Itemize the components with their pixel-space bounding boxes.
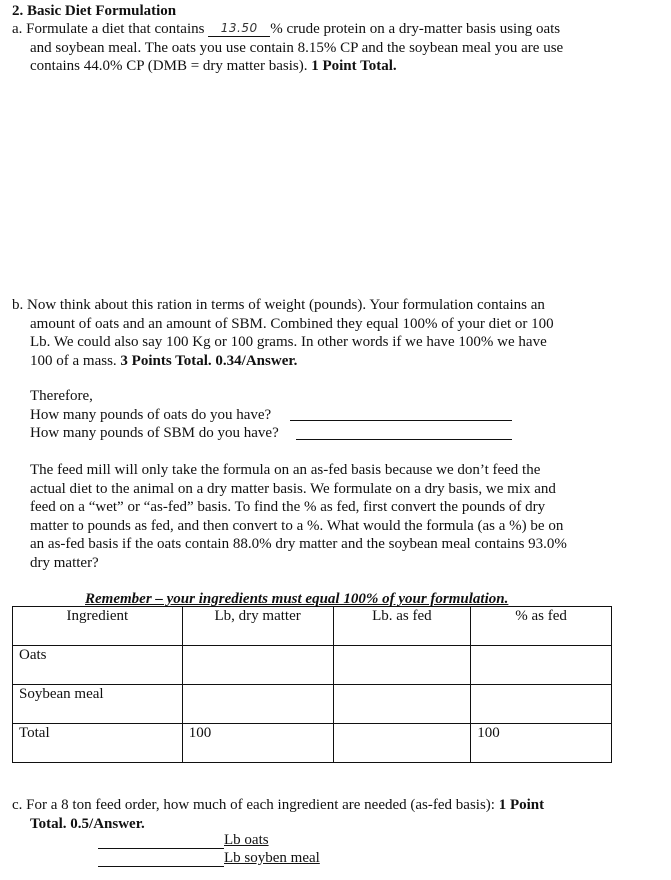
table-cell[interactable] [471, 646, 612, 685]
answer-line-sbm[interactable] [296, 439, 512, 440]
table-cell: Soybean meal [13, 685, 183, 724]
answer-line-oats[interactable] [290, 420, 512, 421]
table-cell[interactable] [333, 685, 471, 724]
handwritten-cp-value: 13.50 [220, 21, 258, 35]
header-ingredient: Ingredient [13, 607, 183, 646]
table-cell[interactable] [333, 724, 471, 763]
table-cell[interactable] [333, 646, 471, 685]
table-cell[interactable] [182, 646, 333, 685]
header-pct-as-fed: % as fed [471, 607, 612, 646]
answer-line-lb-oats[interactable] [98, 848, 224, 849]
therefore-block: Therefore, How many pounds of oats do you have? How many pounds of SBM do you have? [12, 387, 662, 443]
table-cell: 100 [471, 724, 612, 763]
section-heading: 2. Basic Diet Formulation [12, 3, 177, 19]
table-row [13, 646, 612, 685]
table-cell[interactable] [182, 685, 333, 724]
part-a: a. Formulate a diet that contains 13.50 % crude protein on a dry-matter basis using oats and soybean meal. The oats you use contain 8.15% CP and the soybean meal you are use contains 44.0% CP (DMB = dry matter basis). 1 Point Total. [12, 21, 564, 74]
table-cell[interactable] [471, 685, 612, 724]
table-cell: Total [13, 724, 183, 763]
question-sbm: How many pounds of SBM do you have? [30, 425, 279, 441]
remember-note: Remember – your ingredients must equal 100% of your formulation. [85, 591, 509, 607]
table-row [13, 724, 612, 763]
header-lb-dry-matter: Lb, dry matter [182, 607, 333, 646]
lb-sbm-label: Lb soyben meal [224, 850, 320, 866]
part-c: c. For a 8 ton feed order, how much of each ingredient are needed (as-fed basis): 1 Point Total. 0.5/Answer. [12, 797, 545, 832]
lb-oats-label: Lb oats [224, 832, 269, 848]
formulation-table [12, 606, 612, 763]
part-b: b. Now think about this ration in terms of weight (pounds). Your formulation contains an amount of oats and an amount of SBM. Combined they equal 100% of your diet or 100 Lb. We could also say 100 Kg or 100 grams. In other words if we have 100% we have 100 of a mass. 3 Points Total. 0.34/Answer. [12, 297, 554, 369]
table-cell: 100 [182, 724, 333, 763]
feed-mill-paragraph: The feed mill will only take the formula on an as-fed basis because we don’t feed the actual diet to the animal on a dry matter basis. We formulate on a dry basis, we mix and feed on a “wet” or “as-fed” basis. To find the % as fed, first convert the pounds of dry matter to pounds as fed, and then convert to a %. What would the formula (as a %) be on an as-fed basis if the oats contain 88.0% dry matter and the soybean meal contains 93.0% dry matter? [30, 462, 567, 571]
cp-answer-blank[interactable] [208, 22, 270, 37]
header-lb-as-fed: Lb. as fed [333, 607, 471, 646]
table-header-row [13, 607, 612, 646]
table-cell: Oats [13, 646, 183, 685]
table-row [13, 685, 612, 724]
answer-line-lb-sbm[interactable] [98, 866, 224, 867]
question-oats: How many pounds of oats do you have? [30, 406, 272, 423]
